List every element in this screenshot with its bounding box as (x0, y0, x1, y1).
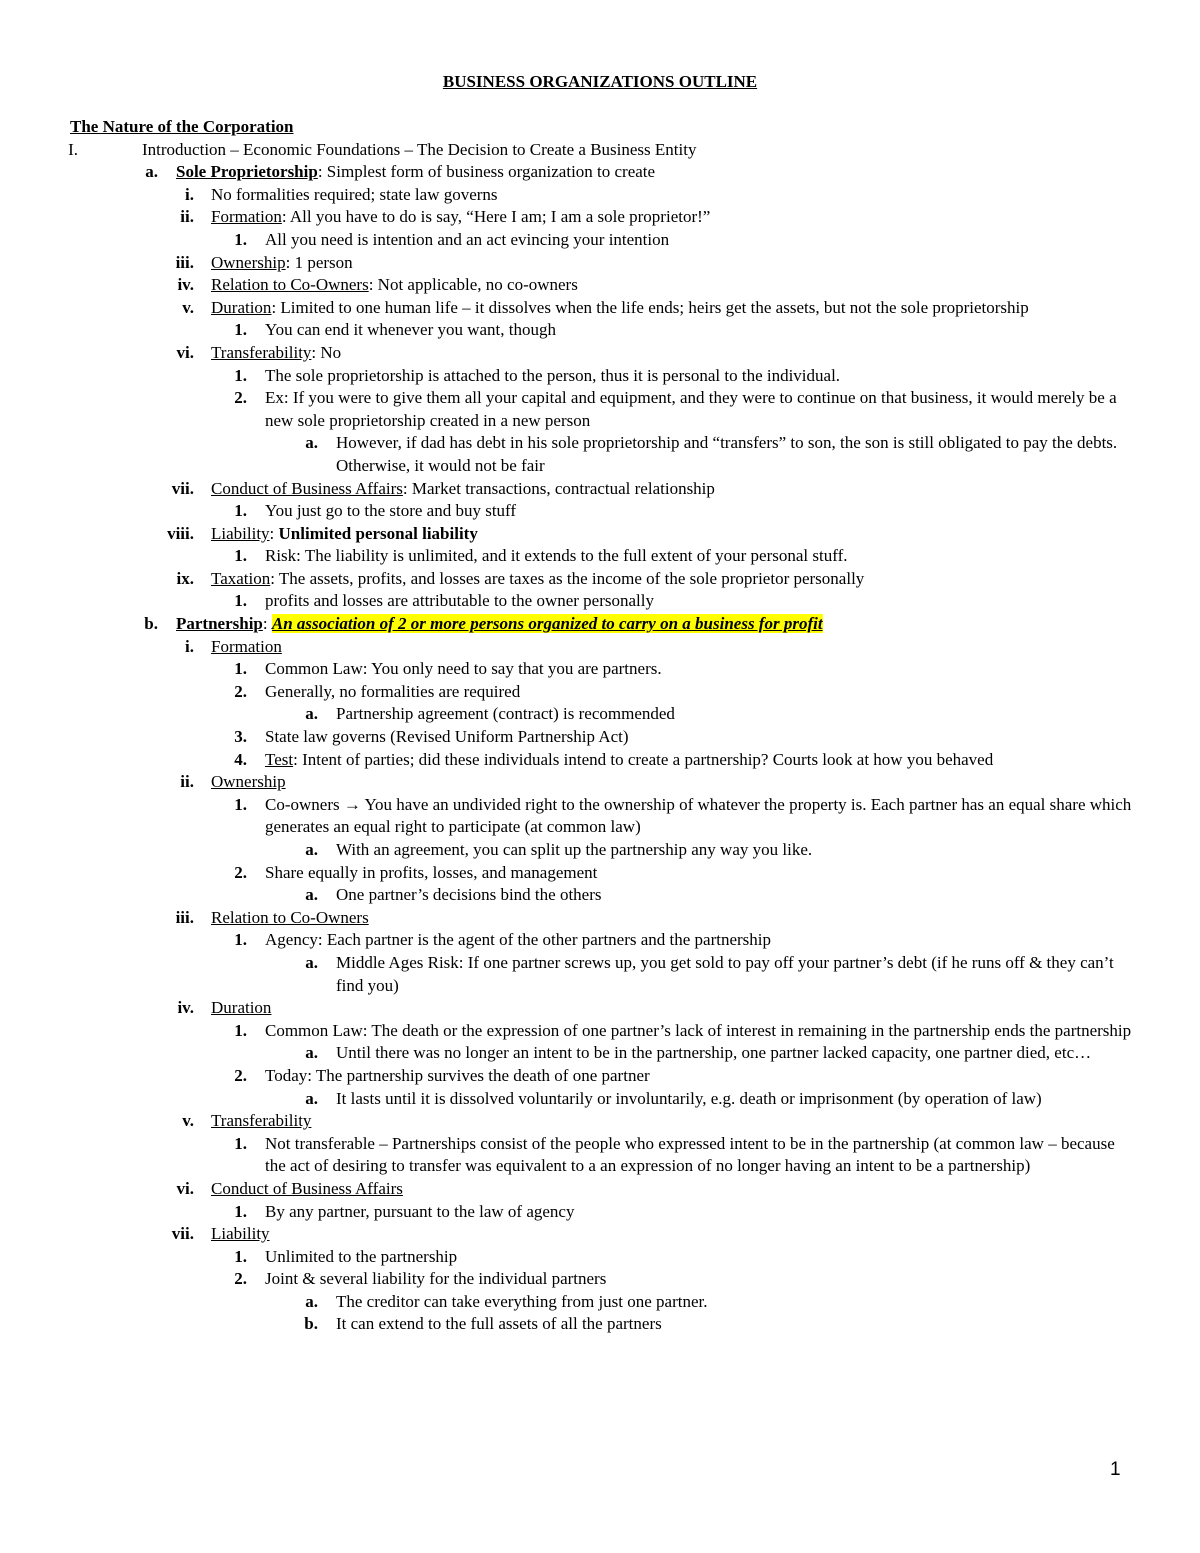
outline-body: You just go to the store and buy stuff (265, 501, 517, 521)
outline-body: One partner’s decisions bind the others (336, 885, 602, 905)
outline-item (0, 1291, 1200, 1314)
outline-item (0, 1313, 1200, 1336)
outline-item (0, 1133, 1200, 1178)
outline-text (336, 884, 601, 907)
outline-body: It lasts until it is dissolved voluntarily or involuntarily, e.g. death or imprisonment (by operation of law) (336, 1088, 1042, 1108)
outline-text (265, 658, 662, 681)
outline-text (211, 206, 710, 229)
outline-item (0, 297, 1200, 320)
outline-marker: vi. (176, 1178, 194, 1198)
outline-body: Agency: Each partner is the agent of the other partners and the partnership (265, 930, 772, 950)
outline-body: Co-owners → You have an undivided right to the ownership of whatever the property is. Each partner has an equal share which generates an equal right to participate (at common law) (265, 794, 1132, 837)
outline-marker: iii. (175, 907, 194, 927)
outline-term: Transferability (211, 1111, 312, 1131)
outline-item (0, 184, 1200, 207)
outline-marker: iii. (175, 252, 194, 272)
outline-item (0, 387, 1200, 432)
outline-item (0, 862, 1200, 885)
outline-marker: viii. (167, 523, 194, 543)
outline-term: Duration (211, 297, 272, 317)
outline-body: No formalities required; state law governs (211, 184, 498, 204)
outline-body: Joint & several liability for the individual partners (265, 1269, 607, 1289)
outline-item (0, 1110, 1200, 1133)
outline-marker: iv. (177, 275, 194, 295)
outline-text (265, 749, 993, 772)
outline-marker: I. (68, 139, 78, 159)
outline-term: Duration (211, 998, 272, 1018)
outline-marker: ii. (180, 772, 194, 792)
outline-item (0, 929, 1200, 952)
outline-text (265, 1133, 1125, 1178)
outline-text (336, 1313, 662, 1336)
outline-item (0, 319, 1200, 342)
outline-item (0, 568, 1200, 591)
outline-item (0, 478, 1200, 501)
outline-marker: a. (305, 1088, 318, 1108)
outline-marker: ii. (180, 207, 194, 227)
outline-body: Common Law: The death or the expression of one partner’s lack of interest in remaining in the partnership ends the partnership (265, 1020, 1132, 1040)
outline-item (0, 1223, 1200, 1246)
outline-text (265, 1065, 650, 1088)
outline-term: Liability (211, 1224, 270, 1244)
outline-item (0, 545, 1200, 568)
outline-marker: 1. (234, 930, 247, 950)
outline-text (336, 1042, 1126, 1065)
outline-body: Share equally in profits, losses, and management (265, 862, 598, 882)
outline-text (265, 726, 629, 749)
outline-body: : The assets, profits, and losses are taxes as the income of the sole proprietor personally (270, 568, 865, 588)
outline-text (265, 387, 1125, 432)
outline-item (0, 139, 1200, 162)
outline-body: Until there was no longer an intent to be in the partnership, one partner lacked capacity, one partner died, etc… (336, 1043, 1092, 1063)
outline-marker: b. (304, 1314, 318, 1334)
outline-text (336, 432, 1136, 477)
outline-body: : Not applicable, no co-owners (368, 275, 578, 295)
outline-body: : 1 person (285, 252, 353, 272)
outline-text (336, 1088, 1126, 1111)
document-title: BUSINESS ORGANIZATIONS OUTLINE (442, 72, 758, 91)
outline-item (0, 365, 1200, 388)
outline-marker: a. (305, 1291, 318, 1311)
outline-emphasis: Unlimited personal liability (278, 523, 478, 543)
outline-text (211, 636, 282, 659)
outline-text (336, 839, 812, 862)
outline-marker: 1. (234, 546, 247, 566)
outline-marker: 1. (234, 365, 247, 385)
outline-body: The sole proprietorship is attached to the person, thus it is personal to the individual. (265, 365, 841, 385)
outline-body: Unlimited to the partnership (265, 1246, 458, 1266)
outline-item (0, 342, 1200, 365)
outline-body: : (269, 523, 279, 543)
outline-item (0, 252, 1200, 275)
page-number: 1 (1110, 1459, 1121, 1480)
outline-term: Sole Proprietorship (176, 162, 318, 182)
outline-term: Relation to Co-Owners (211, 275, 369, 295)
outline-body: Introduction – Economic Foundations – The Decision to Create a Business Entity (142, 139, 697, 159)
outline-body: All you need is intention and an act evincing your intention (265, 229, 670, 249)
outline-text (265, 590, 654, 613)
outline-marker: a. (145, 162, 158, 182)
outline-item (0, 839, 1200, 862)
outline-marker: v. (182, 297, 194, 317)
outline-body: : Market transactions, contractual relationship (402, 478, 715, 498)
outline-marker: 1. (234, 1201, 247, 1221)
outline-item (0, 658, 1200, 681)
outline-text (265, 1246, 457, 1269)
outline-body: State law governs (Revised Uniform Partnership Act) (265, 727, 629, 747)
outline-text (211, 997, 271, 1020)
outline-marker: 3. (234, 727, 247, 747)
outline-item (0, 794, 1200, 839)
outline-item (0, 274, 1200, 297)
outline-item (0, 952, 1200, 997)
outline-body: Common Law: You only need to say that you are partners. (265, 659, 662, 679)
outline-marker: a. (305, 704, 318, 724)
outline-term: Partnership (176, 614, 263, 634)
outline-marker: vii. (171, 478, 194, 498)
outline-body: Risk: The liability is unlimited, and it extends to the full extent of your personal stuff. (265, 546, 848, 566)
outline-marker: vi. (176, 342, 194, 362)
outline-item (0, 749, 1200, 772)
outline-marker: a. (305, 952, 318, 972)
outline-term: Formation (211, 636, 282, 656)
outline-marker: 2. (234, 862, 247, 882)
outline-marker: 1. (234, 1133, 247, 1153)
outline-text (176, 161, 655, 184)
outline-term: Formation (211, 207, 282, 227)
outline-term: Transferability (211, 342, 312, 362)
outline-item (0, 432, 1200, 477)
section-heading: The Nature of the Corporation (70, 117, 294, 136)
outline (0, 116, 1200, 1336)
outline-lines (0, 139, 1200, 1336)
outline-item (0, 726, 1200, 749)
outline-term: Taxation (211, 568, 271, 588)
outline-text (265, 794, 1135, 839)
outline-item (0, 1178, 1200, 1201)
outline-text (265, 545, 847, 568)
outline-term: Conduct of Business Affairs (211, 478, 403, 498)
outline-body: You can end it whenever you want, though (265, 320, 557, 340)
outline-body: By any partner, pursuant to the law of agency (265, 1201, 575, 1221)
highlighted-definition: An association of 2 or more persons organized to carry on a business for profit (271, 614, 823, 634)
outline-body: However, if dad has debt in his sole proprietorship and “transfers” to son, the son is still obligated to pay the debts. Otherwise, it would not be fair (336, 433, 1118, 475)
outline-body: : Intent of parties; did these individuals intend to create a partnership? Courts look at how you behaved (293, 749, 994, 769)
outline-term: Liability (211, 523, 270, 543)
outline-marker: 1. (234, 1020, 247, 1040)
outline-text (265, 1268, 606, 1291)
outline-body: It can extend to the full assets of all the partners (336, 1314, 662, 1334)
outline-item (0, 590, 1200, 613)
outline-marker: 1. (234, 320, 247, 340)
outline-body: : No (311, 342, 342, 362)
outline-marker: 2. (234, 1269, 247, 1289)
outline-item (0, 997, 1200, 1020)
outline-item (0, 703, 1200, 726)
outline-marker: i. (185, 184, 194, 204)
outline-text (265, 681, 520, 704)
outline-marker: 1. (234, 659, 247, 679)
outline-body: Not transferable – Partnerships consist of the people who expressed intent to be in the partnership (at common law – because the act of desiring to transfer was equivalent to a an expression of no longer having an intent to be a partnership) (265, 1133, 1115, 1176)
outline-item (0, 636, 1200, 659)
outline-text (265, 500, 516, 523)
outline-term: Ownership (211, 252, 286, 272)
outline-text (265, 365, 840, 388)
outline-item (0, 229, 1200, 252)
outline-marker: 1. (234, 1246, 247, 1266)
outline-body: profits and losses are attributable to the owner personally (265, 591, 654, 611)
outline-text (265, 319, 556, 342)
outline-marker: b. (144, 614, 158, 634)
outline-item (0, 613, 1200, 636)
outline-body: With an agreement, you can split up the partnership any way you like. (336, 840, 813, 859)
outline-text (336, 952, 1126, 997)
outline-marker: a. (305, 1043, 318, 1063)
outline-body: Partnership agreement (contract) is recommended (336, 704, 675, 724)
outline-item (0, 523, 1200, 546)
outline-body: : Limited to one human life – it dissolves when the life ends; heirs get the assets, but not the sole proprietorship (271, 297, 1029, 317)
outline-marker: 2. (234, 1065, 247, 1085)
outline-text (211, 274, 578, 297)
outline-item (0, 884, 1200, 907)
outline-item (0, 1088, 1200, 1111)
outline-text (265, 1020, 1135, 1043)
outline-body: Middle Ages Risk: If one partner screws up, you get sold to pay off your partner’s debt (if he runs off & they can’t find you) (336, 952, 1114, 995)
outline-item (0, 1020, 1200, 1043)
outline-marker: 1. (234, 501, 247, 521)
outline-marker: vii. (171, 1224, 194, 1244)
outline-text (265, 229, 669, 252)
outline-item (0, 1201, 1200, 1224)
outline-marker: 1. (234, 229, 247, 249)
outline-marker: a. (305, 433, 318, 453)
outline-text (211, 907, 369, 930)
outline-marker: v. (182, 1111, 194, 1131)
outline-text (211, 771, 286, 794)
outline-marker: ix. (176, 568, 194, 588)
outline-text (211, 568, 864, 591)
outline-text (142, 139, 696, 162)
outline-body: : (262, 614, 272, 634)
outline-text (336, 1291, 708, 1314)
outline-text (211, 184, 498, 207)
outline-text (211, 1110, 311, 1133)
outline-item (0, 500, 1200, 523)
outline-item (0, 1246, 1200, 1269)
outline-text (211, 1178, 403, 1201)
outline-item (0, 206, 1200, 229)
section-heading-row (0, 116, 1200, 139)
outline-text (211, 252, 353, 275)
outline-marker: a. (305, 885, 318, 905)
outline-body: Generally, no formalities are required (265, 681, 521, 701)
outline-marker: a. (305, 840, 318, 859)
outline-term: Relation to Co-Owners (211, 907, 369, 927)
outline-term: Ownership (211, 772, 286, 792)
outline-marker: 1. (234, 794, 247, 814)
outline-item (0, 907, 1200, 930)
outline-text (176, 613, 823, 636)
outline-body: Ex: If you were to give them all your capital and equipment, and they were to continue on that business, it would merely be a new sole proprietorship created in a new person (265, 388, 1117, 430)
outline-marker: 2. (234, 681, 247, 701)
outline-marker: i. (185, 636, 194, 656)
outline-text (265, 929, 771, 952)
outline-term: Conduct of Business Affairs (211, 1178, 403, 1198)
outline-body: Today: The partnership survives the death of one partner (265, 1065, 650, 1085)
outline-text (211, 478, 715, 501)
outline-text (211, 342, 341, 365)
outline-marker: 4. (234, 749, 247, 769)
outline-body: : All you have to do is say, “Here I am; I am a sole proprietor!” (281, 207, 711, 227)
outline-text (265, 862, 597, 885)
outline-text (211, 297, 1071, 320)
outline-marker: iv. (177, 998, 194, 1018)
outline-body: : Simplest form of business organization to create (317, 162, 656, 182)
outline-item (0, 1065, 1200, 1088)
outline-text (211, 1223, 270, 1246)
outline-marker: 1. (234, 591, 247, 611)
outline-item (0, 1042, 1200, 1065)
outline-item (0, 771, 1200, 794)
outline-marker: 2. (234, 388, 247, 408)
outline-item (0, 681, 1200, 704)
outline-term: Test (265, 749, 294, 769)
outline-item (0, 161, 1200, 184)
outline-body: The creditor can take everything from just one partner. (336, 1291, 708, 1311)
outline-text (265, 1201, 574, 1224)
outline-text (336, 703, 675, 726)
outline-text (211, 523, 478, 546)
outline-item (0, 1268, 1200, 1291)
